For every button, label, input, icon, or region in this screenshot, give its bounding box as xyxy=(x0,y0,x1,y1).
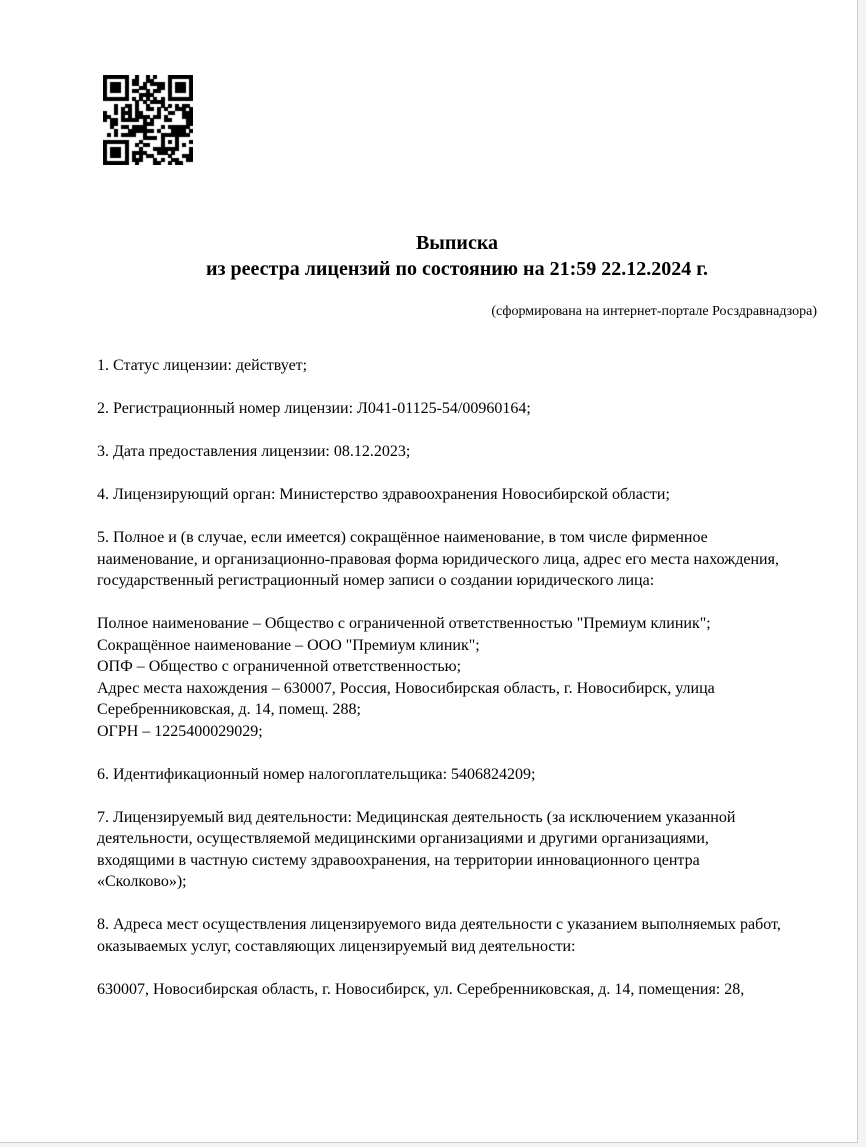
org-address: Адрес места нахождения – 630007, Россия, Новосибирская область, г. Новосибирск, улица Серебренниковская, д. 14, помещ. 288; xyxy=(97,679,715,718)
paragraph-activity-type: 7. Лицензируемый вид деятельности: Медицинская деятельность (за исключением указанной деятельности, осуществляемой медицинскими организациями и другими организациями, входящими в частную систему здравоохранения, на территории инновационного центра «Сколково»); xyxy=(97,808,736,890)
paragraph-licensing-authority: 4. Лицензирующий орган: Министерство здравоохранения Новосибирской области; xyxy=(97,486,670,503)
org-full-name: Полное наименование – Общество с ограниченной ответственностью "Премиум клиник"; xyxy=(97,615,711,632)
org-legal-form: ОПФ – Общество с ограниченной ответственностью; xyxy=(97,658,462,675)
paragraph-inn: 6. Идентификационный номер налогоплательщика: 5406824209; xyxy=(97,765,536,783)
organization-details-block xyxy=(97,613,817,742)
org-ogrn: ОГРН – 1225400029029; xyxy=(97,722,263,740)
paragraph-activity-addresses-intro: 8. Адреса мест осуществления лицензируемого вида деятельности с указанием выполняемых работ, оказываемых услуг, составляющих лицензируемый вид деятельности: xyxy=(97,916,781,955)
paragraph-license-status: 1. Статус лицензии: действует; xyxy=(97,357,308,374)
org-short-name: Сокращённое наименование – ООО "Премиум клиник"; xyxy=(97,636,480,654)
paragraph-registration-number: 2. Регистрационный номер лицензии: Л041-01125-54/00960164; xyxy=(97,400,531,417)
document-subtitle: (сформирована на интернет-портале Росздравнадзора) xyxy=(491,304,817,319)
title-line-2: из реестра лицензий по состоянию на 21:59 22.12.2024 г. xyxy=(205,258,709,280)
document-body xyxy=(97,355,817,1000)
paragraph-grant-date: 3. Дата предоставления лицензии: 08.12.2023; xyxy=(97,443,411,460)
document-title xyxy=(97,230,817,282)
paragraph-entity-names-intro: 5. Полное и (в случае, если имеется) сокращённое наименование, в том числе фирменное наименование, и организационно-правовая форма юридического лица, адрес его места нахождения, государственный регистрационный номер записи о создании юридического лица: xyxy=(97,529,779,589)
paragraph-activity-address: 630007, Новосибирская область, г. Новосибирск, ул. Серебренниковская, д. 14, помещения: 28, xyxy=(97,980,745,998)
qr-code-icon xyxy=(103,75,193,165)
title-line-1: Выписка xyxy=(415,232,499,254)
